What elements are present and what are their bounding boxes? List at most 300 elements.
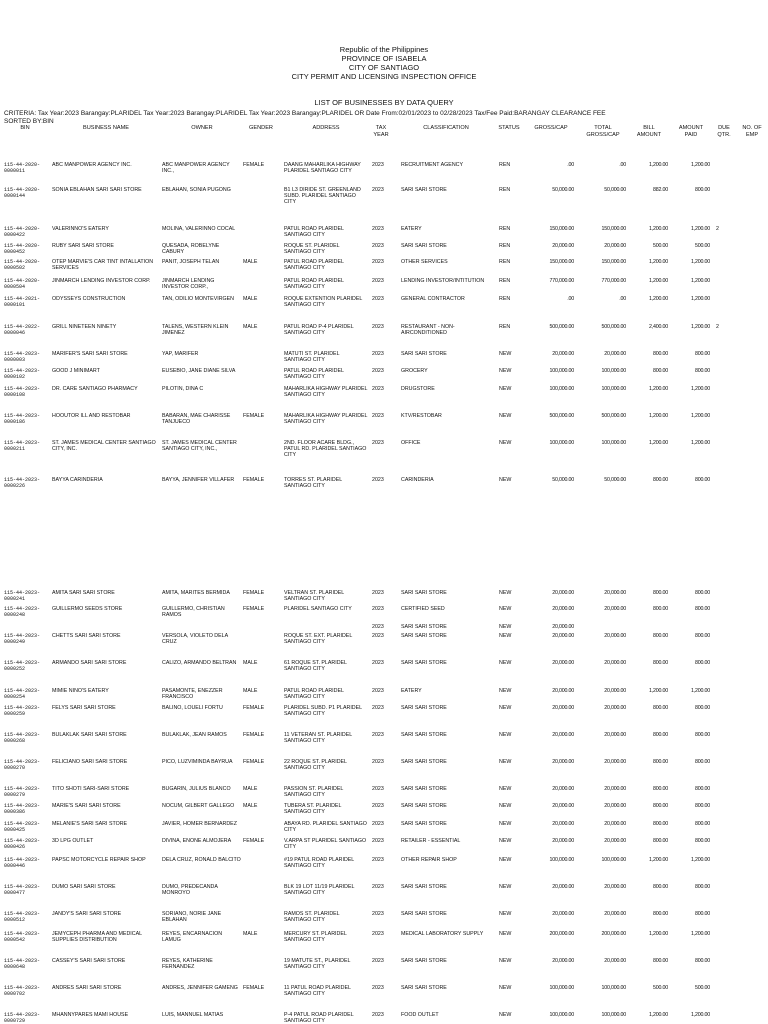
- total-gross-cell: 20,000.00: [604, 786, 626, 792]
- total-gross-cell: 500,000.00: [601, 413, 626, 419]
- business-name-cell: ST. JAMES MEDICAL CENTER SANTIAGO CITY, INC.: [52, 440, 156, 453]
- total-gross-cell: 100,000.00: [601, 440, 626, 446]
- total-gross-cell: 500,000.00: [601, 324, 626, 330]
- bin-cell: 115-44-2023-0000425: [4, 821, 41, 834]
- address-cell: 22 ROQUE ST. PLARIDEL SANTIAGO CITY: [284, 759, 347, 772]
- gross-cell: 20,000.00: [552, 606, 574, 612]
- tax-year-cell: 2023: [372, 838, 384, 844]
- address-cell: TORRES ST. PLARIDEL SANTIAGO CITY: [284, 477, 342, 490]
- owner-cell: BUGARIN, JULIUS BLANCO: [162, 786, 231, 792]
- col-gender: GENDER: [249, 125, 273, 131]
- gross-cell: 50,000.00: [552, 477, 574, 483]
- address-cell: ROQUE ST. EXT. PLARIDEL SANTIAGO CITY: [284, 633, 353, 646]
- col-business-name: BUSINESS NAME: [82, 125, 129, 131]
- gender-cell: FEMALE: [243, 759, 265, 765]
- tax-year-cell: 2023: [372, 633, 384, 639]
- status-cell: NEW: [499, 688, 512, 694]
- bin-cell: 115-44-2020-0000452: [4, 243, 41, 256]
- owner-cell: JAVIER, HOMER BERNARDEZ: [162, 821, 237, 827]
- gross-cell: 20,000.00: [552, 732, 574, 738]
- gross-cell: 20,000.00: [552, 803, 574, 809]
- business-name-cell: CASSEY'S SARI SARI STORE: [52, 958, 126, 964]
- business-name-cell: SONIA EBLAHAN SARI SARI STORE: [52, 187, 142, 193]
- bill-amount-cell: 800.00: [652, 705, 668, 711]
- owner-cell: DIVINA, ENONE ALMOJERA: [162, 838, 232, 844]
- owner-cell: ABC MANPOWER AGENCY INC.,: [162, 162, 230, 175]
- owner-cell: BABARAN, MAE CHARISSE TANJUECO: [162, 413, 231, 426]
- bin-cell: 115-44-2023-0000226: [4, 477, 41, 490]
- bill-amount-cell: 1,200.00: [648, 296, 668, 302]
- business-name-cell: FELYS SARI SARI STORE: [52, 705, 116, 711]
- address-cell: 11 PATUL ROAD PLARIDEL SANTIAGO CITY: [284, 985, 351, 998]
- owner-cell: LUIS, MANNUEL MATIAS: [162, 1012, 224, 1018]
- bill-amount-cell: 800.00: [652, 759, 668, 765]
- amount-paid-cell: 800.00: [694, 368, 710, 374]
- gender-cell: MALE: [243, 803, 258, 809]
- tax-year-cell: 2023: [372, 759, 384, 765]
- business-name-cell: 3D LPG OUTLET: [52, 838, 94, 844]
- bin-cell: 115-44-2023-0000186: [4, 413, 41, 426]
- amount-paid-cell: 800.00: [694, 633, 710, 639]
- business-name-cell: GRILL NINETEEN NINETY: [52, 324, 117, 330]
- bin-cell: 115-44-2023-0000386: [4, 803, 41, 816]
- address-cell: MAHARLIKA HIGHWAY PLARIDEL SANTIAGO CITY: [284, 413, 368, 426]
- bin-cell: 115-44-2023-0000241: [4, 590, 41, 603]
- bin-cell: 115-44-2023-0000542: [4, 931, 41, 944]
- tax-year-cell: 2023: [372, 821, 384, 827]
- gross-cell: 20,000.00: [552, 821, 574, 827]
- amount-paid-cell: 800.00: [694, 803, 710, 809]
- address-cell: ROQUE EXTENTION PLARIDEL SANTIAGO CITY: [284, 296, 363, 309]
- gender-cell: FEMALE: [243, 985, 265, 991]
- amount-paid-cell: 800.00: [694, 958, 710, 964]
- amount-paid-cell: 500.00: [694, 985, 710, 991]
- gender-cell: MALE: [243, 931, 258, 937]
- total-gross-cell: 50,000.00: [604, 477, 626, 483]
- bin-cell: 115-44-2020-0000011: [4, 162, 41, 175]
- col-due-qtr: DUE QTR.: [717, 125, 731, 138]
- address-cell: PATUL ROAD PLARIDEL SANTIAGO CITY: [284, 259, 344, 272]
- owner-cell: BULAKLAK, JEAN RAMOS: [162, 732, 227, 738]
- amount-paid-cell: 800.00: [694, 705, 710, 711]
- address-cell: TUBERA ST. PLARIDEL SANTIAGO CITY: [284, 803, 342, 816]
- tax-year-cell: 2023: [372, 1012, 384, 1018]
- amount-paid-cell: 800.00: [694, 660, 710, 666]
- address-cell: PATUL ROAD PLARIDEL SANTIAGO CITY: [284, 278, 344, 291]
- bin-cell: 115-44-2020-0000422: [4, 226, 41, 239]
- gross-cell: 100,000.00: [549, 440, 574, 446]
- amount-paid-cell: 500.00: [694, 243, 710, 249]
- business-name-cell: OTEP MARVIE'S CAR TINT INTALLATION SERVICES: [52, 259, 154, 272]
- amount-paid-cell: 1,200.00: [690, 857, 710, 863]
- col-gross: GROSS/CAP: [534, 125, 568, 131]
- bill-amount-cell: 800.00: [652, 660, 668, 666]
- classification-cell: SARI SARI STORE: [401, 884, 447, 890]
- bill-amount-cell: 800.00: [652, 911, 668, 917]
- bin-cell: 115-44-2023-0000279: [4, 786, 41, 799]
- bill-amount-cell: 800.00: [652, 590, 668, 596]
- gross-cell: 150,000.00: [549, 259, 574, 265]
- owner-cell: DELA CRUZ, RONALD BALCITO: [162, 857, 241, 863]
- classification-cell: DRUGSTORE: [401, 386, 435, 392]
- total-gross-cell: 770,000.00: [601, 278, 626, 284]
- status-cell: REN: [499, 243, 511, 249]
- tax-year-cell: 2023: [372, 911, 384, 917]
- gross-cell: 100,000.00: [549, 1012, 574, 1018]
- business-name-cell: MARIE'S SARI SARI STORE: [52, 803, 121, 809]
- bill-amount-cell: 800.00: [652, 351, 668, 357]
- classification-cell: EATERY: [401, 226, 422, 232]
- business-name-cell: ANDRES SARI SARI STORE: [52, 985, 122, 991]
- col-owner: OWNER: [191, 125, 213, 131]
- total-gross-cell: 20,000.00: [604, 705, 626, 711]
- address-cell: 2ND. FLOOR ACARE BLDG., PATUL RD. PLARIDEL SANTIAGO CITY: [284, 440, 367, 459]
- tax-year-cell: 2023: [372, 187, 384, 193]
- bin-cell: 115-44-2023-0000252: [4, 660, 41, 673]
- address-cell: PATUL ROAD PLARIDEL SANTIAGO CITY: [284, 688, 344, 701]
- tax-year-cell: 2023: [372, 732, 384, 738]
- tax-year-cell: 2023: [372, 705, 384, 711]
- bin-cell: 115-44-2023-0000249: [4, 633, 41, 646]
- tax-year-cell: 2023: [372, 985, 384, 991]
- bill-amount-cell: 1,200.00: [648, 1012, 668, 1018]
- year-cell: 2023: [372, 624, 384, 630]
- amount-paid-cell: 800.00: [694, 477, 710, 483]
- status-cell: NEW: [499, 624, 512, 630]
- gross-cell: 20,000.00: [552, 351, 574, 357]
- owner-cell: SORIANO, NORIE JANE EBLAHAN: [162, 911, 222, 924]
- address-cell: DAANG MAHARLIKA HIGHWAY PLARIDEL SANTIAGO CITY: [284, 162, 361, 175]
- classification-cell: RECRUITMENT AGENCY: [401, 162, 464, 168]
- gross-cell: 200,000.00: [549, 931, 574, 937]
- status-cell: REN: [499, 187, 511, 193]
- business-name-cell: MARIFER'S SARI SARI STORE: [52, 351, 128, 357]
- business-name-cell: BAYYA CARINDERIA: [52, 477, 103, 483]
- amount-paid-cell: 800.00: [694, 590, 710, 596]
- gross-cell: 20,000.00: [552, 633, 574, 639]
- business-name-cell: FELICIANO SARI SARI STORE: [52, 759, 128, 765]
- classification-cell: OTHER SERVICES: [401, 259, 448, 265]
- status-cell: NEW: [499, 606, 512, 612]
- business-name-cell: DR. CARE SANTIAGO PHARMACY: [52, 386, 138, 392]
- gross-cell: .00: [567, 296, 574, 302]
- classification-cell: OTHER REPAIR SHOP: [401, 857, 457, 863]
- amount-paid-cell: 1,200.00: [690, 296, 710, 302]
- amount-paid-cell: 1,200.00: [690, 440, 710, 446]
- address-cell: 19 MATUTE ST., PLARIDEL SANTIAGO CITY: [284, 958, 351, 971]
- bin-cell: 115-44-2023-0000248: [4, 606, 41, 619]
- tax-year-cell: 2023: [372, 162, 384, 168]
- bill-amount-cell: 1,200.00: [648, 226, 668, 232]
- gender-cell: MALE: [243, 296, 258, 302]
- address-cell: MATUTI ST. PLARIDEL SANTIAGO CITY: [284, 351, 340, 364]
- bin-cell: 115-44-2020-0000144: [4, 187, 41, 200]
- bin-cell: 115-44-2023-0000102: [4, 368, 41, 381]
- total-gross-cell: 20,000.00: [604, 958, 626, 964]
- bill-amount-cell: 800.00: [652, 884, 668, 890]
- tax-year-cell: 2023: [372, 386, 384, 392]
- business-name-cell: RUBY SARI SARI STORE: [52, 243, 114, 249]
- owner-cell: TALENS, WESTERN KLEIN JIMENEZ: [162, 324, 229, 337]
- amount-paid-cell: 1,200.00: [690, 259, 710, 265]
- owner-cell: CALIZO, ARMANDO BELTRAN: [162, 660, 237, 666]
- bin-cell: 115-44-2020-0000502: [4, 259, 41, 272]
- amount-paid-cell: 1,200.00: [690, 226, 710, 232]
- status-cell: REN: [499, 226, 511, 232]
- owner-cell: JINMARCH LENDING INVESTOR CORP.,: [162, 278, 215, 291]
- classification-cell: RETAILER - ESSENTIAL: [401, 838, 461, 844]
- status-cell: NEW: [499, 803, 512, 809]
- status-cell: REN: [499, 162, 511, 168]
- bin-cell: 115-44-2023-0000446: [4, 857, 41, 870]
- bill-amount-cell: 1,200.00: [648, 386, 668, 392]
- tax-year-cell: 2023: [372, 884, 384, 890]
- bin-cell: 115-44-2023-0000477: [4, 884, 41, 897]
- owner-cell: REYES, KATHERINE FERNANDEZ: [162, 958, 213, 971]
- business-name-cell: ABC MANPOWER AGENCY INC.: [52, 162, 132, 168]
- status-cell: NEW: [499, 884, 512, 890]
- classification-cell: SARI SARI STORE: [401, 633, 447, 639]
- status-cell: NEW: [499, 368, 512, 374]
- tax-year-cell: 2023: [372, 477, 384, 483]
- total-gross-cell: 20,000.00: [604, 688, 626, 694]
- tax-year-cell: 2023: [372, 351, 384, 357]
- bill-amount-cell: 1,200.00: [648, 162, 668, 168]
- status-cell: NEW: [499, 786, 512, 792]
- business-name-cell: BULAKLAK SARI SARI STORE: [52, 732, 127, 738]
- tax-year-cell: 2023: [372, 688, 384, 694]
- owner-cell: BALINO, LOUELI FORTU: [162, 705, 223, 711]
- gross-cell: .00: [567, 162, 574, 168]
- bill-amount-cell: 1,200.00: [648, 857, 668, 863]
- bin-cell: 115-44-2023-0000003: [4, 351, 41, 364]
- tax-year-cell: 2023: [372, 259, 384, 265]
- gender-cell: MALE: [243, 688, 258, 694]
- bill-amount-cell: 1,200.00: [648, 931, 668, 937]
- gross-cell: 20,000.00: [552, 705, 574, 711]
- amount-paid-cell: 800.00: [694, 606, 710, 612]
- total-gross-cell: 20,000.00: [604, 884, 626, 890]
- criteria-line: CRITERIA: Tax Year:2023 Barangay:PLARIDEL Tax Year:2023 Barangay:PLARIDEL Tax Year:2023 Barangay:PLARIDEL OR Date From:02/01/2023 to 02/28/2023 Tax/Fee Paid:BARANGAY CLEARANCE FEE: [4, 110, 606, 117]
- status-cell: NEW: [499, 821, 512, 827]
- owner-cell: TAN, ODILIO MONTEVIRGEN: [162, 296, 235, 302]
- bill-amount-cell: 800.00: [652, 821, 668, 827]
- status-cell: NEW: [499, 413, 512, 419]
- classification-cell: CARINDERIA: [401, 477, 434, 483]
- amount-paid-cell: 1,200.00: [690, 324, 710, 330]
- classification-cell: SARI SARI STORE: [401, 911, 447, 917]
- classification-cell: SARI SARI STORE: [401, 705, 447, 711]
- business-name-cell: PAPSC MOTORCYCLE REPAIR SHOP: [52, 857, 146, 863]
- amount-paid-cell: 1,200.00: [690, 413, 710, 419]
- business-name-cell: GOOD J MINIMART: [52, 368, 100, 374]
- amount-paid-cell: 800.00: [694, 911, 710, 917]
- total-gross-cell: 20,000.00: [604, 821, 626, 827]
- owner-cell: PANIT, JOSEPH TELAN: [162, 259, 220, 265]
- gross-cell: 20,000.00: [552, 958, 574, 964]
- tax-year-cell: 2023: [372, 590, 384, 596]
- bill-amount-cell: 2,400.00: [648, 324, 668, 330]
- owner-cell: NOCUM, GILBERT GALLEGO: [162, 803, 235, 809]
- business-name-cell: DUMO SARI SARI STORE: [52, 884, 116, 890]
- address-cell: ABAYA RD. PLARIDEL SANTIAGO CITY: [284, 821, 367, 834]
- bin-cell: 115-44-2023-0000512: [4, 911, 41, 924]
- bin-cell: 115-44-2021-0000101: [4, 296, 41, 309]
- status-cell: NEW: [499, 633, 512, 639]
- classification-cell: EATERY: [401, 688, 422, 694]
- owner-cell: GUILLERMO, CHRISTIAN RAMOS: [162, 606, 225, 619]
- status-cell: NEW: [499, 351, 512, 357]
- status-cell: NEW: [499, 590, 512, 596]
- col-amount-paid: AMOUNT PAID: [678, 125, 704, 138]
- bin-cell: 115-44-2023-0000426: [4, 838, 41, 851]
- gender-cell: FEMALE: [243, 477, 265, 483]
- status-cell: REN: [499, 296, 511, 302]
- bill-amount-cell: 800.00: [652, 368, 668, 374]
- bill-amount-cell: 800.00: [652, 477, 668, 483]
- bin-cell: 115-44-2023-0000270: [4, 759, 41, 772]
- header-office: CITY PERMIT AND LICENSING INSPECTION OFFICE: [291, 72, 477, 81]
- bin-cell: 115-44-2020-0000504: [4, 278, 41, 291]
- classification-cell: SARI SARI STORE: [401, 243, 447, 249]
- amount-paid-cell: 800.00: [694, 187, 710, 193]
- gender-cell: FEMALE: [243, 705, 265, 711]
- owner-cell: REYES, ENCARNACION LAMUG: [162, 931, 223, 944]
- header-province: PROVINCE OF ISABELA: [341, 54, 427, 63]
- gender-cell: FEMALE: [243, 413, 265, 419]
- gender-cell: MALE: [243, 259, 258, 265]
- report-title: LIST OF BUSINESSES BY DATA QUERY: [314, 98, 454, 107]
- amount-paid-cell: 1,200.00: [690, 1012, 710, 1018]
- bill-amount-cell: 800.00: [652, 786, 668, 792]
- amount-paid-cell: 800.00: [694, 732, 710, 738]
- gross-cell: 20,000.00: [552, 911, 574, 917]
- gender-cell: MALE: [243, 786, 258, 792]
- classification-cell: SARI SARI STORE: [401, 821, 447, 827]
- amount-paid-cell: 1,200.00: [690, 162, 710, 168]
- gross-cell: 20,000.00: [552, 838, 574, 844]
- gross-cell: 50,000.00: [552, 187, 574, 193]
- address-cell: PLARIDEL SANTIAGO CITY: [284, 606, 352, 612]
- owner-cell: PASAMONTE, ENEZZER FRANCISCO: [162, 688, 223, 701]
- total-gross-cell: 100,000.00: [601, 857, 626, 863]
- status-cell: NEW: [499, 732, 512, 738]
- classification-cell: SARI SARI STORE: [401, 759, 447, 765]
- header-republic: Republic of the Philippines: [339, 45, 429, 54]
- classification-cell: SARI SARI STORE: [401, 786, 447, 792]
- gender-cell: FEMALE: [243, 838, 265, 844]
- col-address: ADDRESS: [312, 125, 340, 131]
- tax-year-cell: 2023: [372, 413, 384, 419]
- bill-amount-cell: 500.00: [652, 985, 668, 991]
- address-cell: 61 ROQUE ST. PLARIDEL SANTIAGO CITY: [284, 660, 347, 673]
- col-classification: CLASSIFICATION: [423, 125, 469, 131]
- bill-amount-cell: 800.00: [652, 606, 668, 612]
- address-cell: MAHARLIKA HIGHWAY PLARIDEL SANTIAGO CITY: [284, 386, 368, 399]
- business-name-cell: AMITA SARI SARI STORE: [52, 590, 115, 596]
- amount-paid-cell: 800.00: [694, 838, 710, 844]
- status-cell: NEW: [499, 477, 512, 483]
- classification-cell: SARI SARI STORE: [401, 187, 447, 193]
- address-cell: 11 VETERAN ST. PLARIDEL SANTIAGO CITY: [284, 732, 353, 745]
- bill-amount-cell: 1,200.00: [648, 688, 668, 694]
- tax-year-cell: 2023: [372, 278, 384, 284]
- business-name-cell: CHETTS SARI SARI STORE: [52, 633, 121, 639]
- gender-cell: FEMALE: [243, 590, 265, 596]
- bill-amount-cell: 800.00: [652, 732, 668, 738]
- tax-year-cell: 2023: [372, 324, 384, 330]
- gross-cell: 500,000.00: [549, 413, 574, 419]
- total-gross-cell: 20,000.00: [604, 590, 626, 596]
- status-cell: NEW: [499, 1012, 512, 1018]
- total-gross-cell: .00: [619, 162, 626, 168]
- tax-year-cell: 2023: [372, 931, 384, 937]
- owner-cell: AMITA, MARITES BERMIDA: [162, 590, 230, 596]
- bin-cell: 115-44-2022-0000046: [4, 324, 41, 337]
- address-cell: BLK 19 LOT 11/19 PLARIDEL SANTIAGO CITY: [284, 884, 355, 897]
- classification-cell: SARI SARI STORE: [401, 958, 447, 964]
- gross-cell: 20,000.00: [552, 660, 574, 666]
- tax-year-cell: 2023: [372, 857, 384, 863]
- gender-cell: FEMALE: [243, 606, 265, 612]
- address-cell: PATUL ROAD PLARIDEL SANTIAGO CITY: [284, 226, 344, 239]
- total-gross-cell: 20,000.00: [604, 351, 626, 357]
- business-name-cell: VALERINNO'S EATERY: [52, 226, 109, 232]
- business-name-cell: TITO SHOTI SARI-SARI STORE: [52, 786, 130, 792]
- business-name-cell: JANDY'S SARI SARI STORE: [52, 911, 122, 917]
- tax-year-cell: 2023: [372, 660, 384, 666]
- address-cell: #19 PATUL ROAD PLARIDEL SANTIAGO CITY: [284, 857, 355, 870]
- status-cell: NEW: [499, 985, 512, 991]
- total-gross-cell: 100,000.00: [601, 368, 626, 374]
- header-city: CITY OF SANTIAGO: [348, 63, 420, 72]
- status-cell: NEW: [499, 931, 512, 937]
- amount-paid-cell: 1,200.00: [690, 278, 710, 284]
- bill-amount-cell: 1,200.00: [648, 413, 668, 419]
- class-cell: SARI SARI STORE: [401, 624, 447, 630]
- address-cell: PATUL ROAD PLARIDEL SANTIAGO CITY: [284, 368, 344, 381]
- gross-cell: 20,000.00: [552, 786, 574, 792]
- tax-year-cell: 2023: [372, 440, 384, 446]
- status-cell: NEW: [499, 911, 512, 917]
- status-cell: NEW: [499, 660, 512, 666]
- gross-cell: 100,000.00: [549, 368, 574, 374]
- classification-cell: SARI SARI STORE: [401, 803, 447, 809]
- address-cell: PATUL ROAD P-4 PLARIDEL SANTIAGO CITY: [284, 324, 354, 337]
- total-gross-cell: 20,000.00: [604, 803, 626, 809]
- address-cell: VELTRAN ST. PLARIDEL SANTIAGO CITY: [284, 590, 345, 603]
- gross-cell: 100,000.00: [549, 386, 574, 392]
- business-name-cell: MELANIE'S SARI SARI STORE: [52, 821, 128, 827]
- business-name-cell: JEMYCEPH PHARMA AND MEDICAL SUPPLIES DISTRIBUTION: [52, 931, 142, 944]
- bin-cell: 115-44-2023-0000268: [4, 732, 41, 745]
- bin-cell: 115-44-2023-0000729: [4, 1012, 41, 1024]
- bill-amount-cell: 800.00: [652, 958, 668, 964]
- amount-paid-cell: 800.00: [694, 786, 710, 792]
- tax-year-cell: 2023: [372, 243, 384, 249]
- status-cell: NEW: [499, 958, 512, 964]
- total-gross-cell: 20,000.00: [604, 911, 626, 917]
- address-cell: PLARIDEL SUBD. P1 PLARIDEL SANTIAGO CITY: [284, 705, 362, 718]
- tax-year-cell: 2023: [372, 786, 384, 792]
- gross-cell: 500,000.00: [549, 324, 574, 330]
- owner-cell: PILOTIN, DINA C: [162, 386, 204, 392]
- classification-cell: CERTIFIED SEED: [401, 606, 445, 612]
- business-name-cell: ODYSSEYS CONSTRUCTION: [52, 296, 126, 302]
- total-gross-cell: 200,000.00: [601, 931, 626, 937]
- col-status: STATUS: [498, 125, 520, 131]
- address-cell: B1 L3 DIRIDE ST. GREENLAND SUBD. PLARIDEL SANTIAGO CITY: [284, 187, 361, 206]
